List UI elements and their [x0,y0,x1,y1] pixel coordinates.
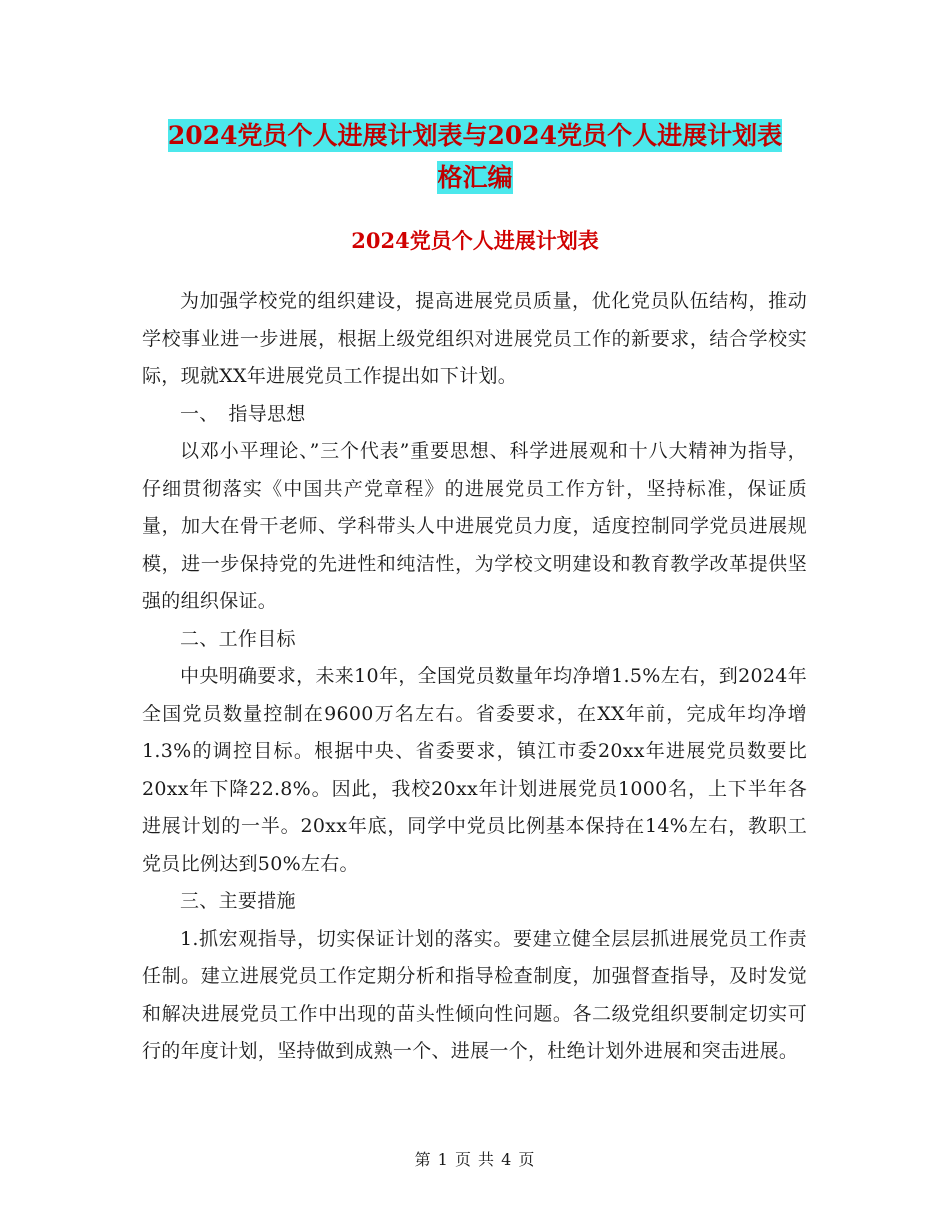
heading-work-goals: 二、工作目标 [180,627,296,650]
section-title: 2024党员个人进展计划表 [351,228,599,253]
heading-guiding-ideology: 一、 指导思想 [180,402,306,425]
document-body [142,283,807,1071]
paragraph-guiding-ideology: 以邓小平理论、”三个代表”重要思想、科学进展观和十八大精神为指导，仔细贯彻落实《中国共产党章程》的进展党员工作方针，坚持标准，保证质量，加大在骨干老师、学科带头人中进展党员力度，适度控制同学党员进展规模，进一步保持党的先进性和纯洁性，为学校文明建设和教育教学改革提供坚强的组织保证。 [142,440,807,612]
page-footer: 第 1 页 共 4 页 [414,1150,536,1169]
paragraph-measure-1: 1.抓宏观指导，切实保证计划的落实。要建立健全层层抓进展党员工作责任制。建立进展党员工作定期分析和指导检查制度，加强督查指导，及时发觉和解决进展党员工作中出现的苗头性倾向性问题。各二级党组织要制定切实可行的年度计划，坚持做到成熟一个、进展一个，杜绝计划外进展和突击进展。 [142,927,807,1062]
title-highlight: 格汇编 [437,163,513,192]
heading-main-measures: 三、主要措施 [180,890,296,912]
paragraph-work-goals: 中央明确要求，未来10年，全国党员数量年均净增1.5%左右，到2024年全国党员数量控制在9600万名左右。省委要求，在XX年前，完成年均净增1.3%的调控目标。根据中央、省委要求，镇江市委20xx年进展党员数要比20xx年下降22.8%。因此，我校20xx年计划进展党员1000名，上下半年各进展计划的一半。20xx年底，同学中党员比例基本保持在14%左右，教职工党员比例达到50%左右。 [142,665,807,875]
title-highlight: 2024党员个人进展计划表与2024党员个人进展计划表 [167,121,783,150]
document-title-line-2 [0,158,950,194]
document-title-line-1 [0,116,950,152]
paragraph-intro: 为加强学校党的组织建设，提高进展党员质量，优化党员队伍结构，推动学校事业进一步进展，根据上级党组织对进展党员工作的新要求，结合学校实际，现就XX年进展党员工作提出如下计划。 [142,290,807,387]
